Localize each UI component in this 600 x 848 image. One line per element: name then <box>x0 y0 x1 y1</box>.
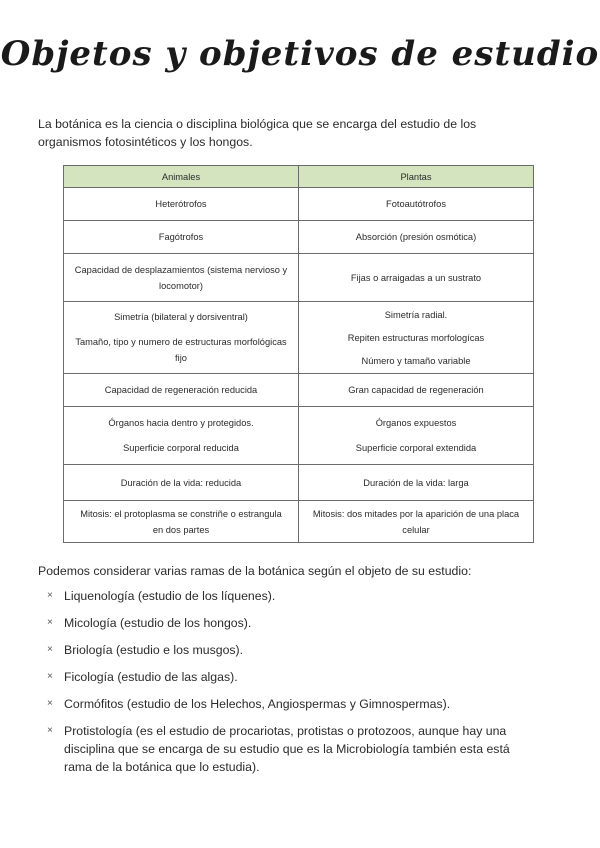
list-item <box>38 668 538 686</box>
plantas-cell <box>299 465 534 501</box>
intro-paragraph: La botánica es la ciencia o disciplina biológica que se encarga del estudio de los organismos fotosintéticos y los hongos. <box>38 117 477 149</box>
list-item-text: Protistología (es el estudio de procariotas, protistas o protozoos, aunque hay una disciplina que se encarga de su estudio que es la Microbiología también esta está rama de la botánica que lo estudia). <box>64 724 510 774</box>
plantas-cell <box>299 188 534 221</box>
table-row <box>64 374 534 407</box>
plantas-cell <box>299 501 534 543</box>
cell-text: Mitosis: el protoplasma se constriñe o estrangula en dos partes <box>80 508 282 535</box>
plantas-cell <box>299 407 534 465</box>
table-row <box>64 407 534 465</box>
plantas-cell <box>299 254 534 302</box>
cell-text: Capacidad de regeneración reducida <box>104 385 258 395</box>
cell-text: Absorción (presión osmótica) <box>355 232 477 242</box>
table-row <box>64 465 534 501</box>
cell-text: Simetría radial. <box>384 309 448 320</box>
list-item-text: Micología (estudio de los hongos). <box>64 616 252 630</box>
cell-text: Duración de la vida: reducida <box>120 477 242 488</box>
table-row <box>64 302 534 374</box>
cell-text: Heterótrofos <box>155 199 207 209</box>
cross-bullet-icon: × <box>47 644 53 655</box>
cell-text: Gran capacidad de regeneración <box>348 385 484 395</box>
cell-text: Capacidad de desplazamientos (sistema nervioso y locomotor) <box>74 264 288 291</box>
cross-bullet-icon: × <box>47 590 53 601</box>
table-row <box>64 188 534 221</box>
cell-text: Número y tamaño variable <box>361 355 471 366</box>
branches-list <box>38 587 538 785</box>
list-item <box>38 722 538 776</box>
table-row <box>64 221 534 254</box>
cell-text: Fijas o arraigadas a un sustrato <box>350 272 482 283</box>
plantas-cell <box>299 302 534 374</box>
animales-cell <box>64 465 299 501</box>
cell-text: Mitosis: dos mitades por la aparición de una placa celular <box>312 508 520 535</box>
comparison-table <box>63 165 534 543</box>
plantas-cell <box>299 374 534 407</box>
cross-bullet-icon: × <box>47 671 53 682</box>
list-item-text: Briología (estudio e los musgos). <box>64 643 244 657</box>
cross-bullet-icon: × <box>47 617 53 628</box>
page-title: Objetos y objetivos de estudio <box>0 34 600 74</box>
list-item <box>38 695 538 713</box>
table-header-row <box>64 166 534 188</box>
animales-cell <box>64 188 299 221</box>
animales-cell <box>64 374 299 407</box>
cell-text: Fotoautótrofos <box>386 199 446 209</box>
list-item <box>38 614 538 632</box>
cell-text: Órganos hacia dentro y protegidos. <box>108 418 254 428</box>
animales-cell <box>64 501 299 543</box>
branches-lead: Podemos considerar varias ramas de la botánica según el objeto de su estudio: <box>38 564 472 578</box>
table-row <box>64 254 534 302</box>
header-plantas: Plantas <box>299 166 534 188</box>
table-row <box>64 501 534 543</box>
cross-bullet-icon: × <box>47 698 53 709</box>
animales-cell <box>64 302 299 374</box>
cell-text: Fagótrofos <box>158 232 204 242</box>
list-item-text: Cormófitos (estudio de los Helechos, Angiospermas y Gimnospermas). <box>64 697 451 711</box>
cell-text: Simetría (bilateral y dorsiventral) <box>114 312 248 322</box>
list-item <box>38 587 538 605</box>
cell-text: Duración de la vida: larga <box>363 477 469 488</box>
animales-cell <box>64 254 299 302</box>
cell-text: Superficie corporal reducida <box>123 443 239 453</box>
cell-text: Repiten estructuras morfologícas <box>347 332 485 343</box>
cell-text: Órganos expuestos <box>375 418 457 428</box>
list-item-text: Liquenología (estudio de los líquenes). <box>64 589 276 603</box>
list-item <box>38 641 538 659</box>
cell-text: Tamaño, tipo y numero de estructuras morfológicas fijo <box>75 337 287 363</box>
cell-text: Superficie corporal extendida <box>355 443 477 453</box>
animales-cell <box>64 221 299 254</box>
cross-bullet-icon: × <box>47 725 53 736</box>
header-animales: Animales <box>64 166 299 188</box>
list-item-text: Ficología (estudio de las algas). <box>64 670 238 684</box>
animales-cell <box>64 407 299 465</box>
plantas-cell <box>299 221 534 254</box>
